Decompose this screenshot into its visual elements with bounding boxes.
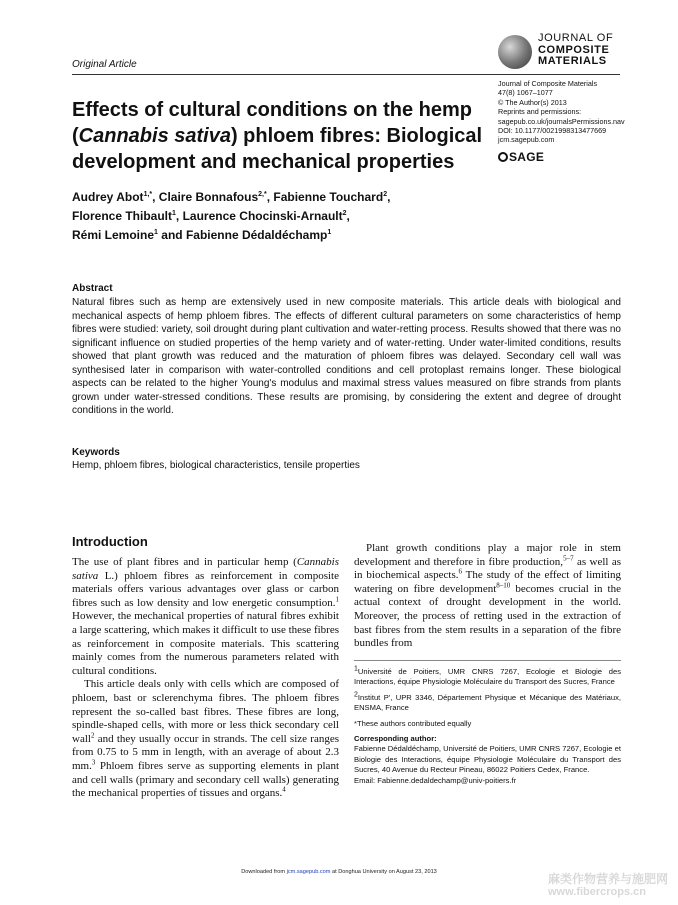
sage-symbol-icon [498,152,508,162]
corresponding-heading: Corresponding author: [354,734,437,744]
header-rule [72,74,620,75]
text-run: and they usually occur in strands. The cell size ranges from 0.75 to 5 mm in length, with an average of about 2.3 mm. [72,732,339,772]
author-name: Fabienne Touchard [273,190,384,204]
author-separator: , [346,209,350,223]
journal-logo [498,33,638,73]
citation: 6 [458,567,462,576]
author-affiliation-marker: 1 [327,229,332,236]
author-name: Rémi Lemoine [72,228,155,242]
watermark-line2: www.fibercrops.cn [548,886,647,898]
article-type-label: Original Article [72,59,137,70]
journal-info [498,79,658,145]
intro-paragraph-2 [72,678,339,800]
text-run: The study of the effect of limiting watering on fibre development [354,569,622,595]
text-run: Plant growth conditions play a major role in stem development and therefore in fibre production, [354,542,621,568]
affiliation-text: Institut P', UPR 3346, Département Physique et Mécanique des Matériaux, ENSMA, France [354,692,621,713]
abstract-heading: Abstract [72,283,113,294]
text-run: Phloem fibres serve as supporting elements in plant and cell walls (primary and secondary cell walls) generating the mechanical properties of tissues and organs. [72,759,339,800]
corresponding-email[interactable]: Email: Fabienne.dedaldechamp@univ-poitiers.fr [354,775,517,785]
text-run: This article deals only with cells which are composed of phloem, bast or sclerenchyma fibres. The phloem fibres represent the so-called bast fibres. These fibres are long, spindle-shaped cells, with more or less thick secondary cell wall [72,678,339,745]
journal-url[interactable]: jcm.sagepub.com [498,135,555,145]
sage-logo [498,150,544,164]
affiliation-marker: 2 [354,691,358,699]
logo-circle-icon [498,35,532,69]
author-affiliation-marker: 2 [342,210,347,217]
logo-text [538,33,613,68]
citation: 4 [282,785,286,794]
citation: 1 [335,595,339,604]
footer-text: at Donghua University on August 23, 2013 [330,869,437,875]
author-separator: , [152,190,159,204]
body-column-left [72,556,339,801]
publisher-name: SAGE [509,150,545,164]
text-run: L.) phloem fibres as reinforcement in composite materials offers various advantages over glass or carbon fibres such as low density and low energetic consumption. [72,569,339,609]
article-title [72,97,492,175]
intro-paragraph-1 [72,556,339,678]
author-affiliation-marker: 2,* [258,191,267,198]
keywords-heading: Keywords [72,447,120,458]
author-affiliation-marker: 1 [154,229,158,236]
title-part1: Effects of cultural conditions on the hemp ( [72,99,473,147]
logo-line1: JOURNAL OF [538,32,614,44]
text-run: as well as in biochemical aspects. [354,555,621,582]
title-part2: ) phloem fibres: Biological development and mechanical properties [72,125,483,173]
citation: 8–10 [496,581,511,590]
author-separator: , [387,190,391,204]
affiliation-2 [354,693,621,714]
reprints-label: Reprints and permissions: [498,107,582,117]
logo-line3: MATERIALS [538,55,607,67]
author-name: Laurence Chocinski-Arnault [182,209,343,223]
author-name: Audrey Abot [72,190,144,204]
species-name: Cannabis sativa [72,556,339,582]
text-run: However, the mechanical properties of natural fibres exhibit a large scattering, which makes it difficult to use these fibres as reinforcement in composite materials. This scattering mainly comes from the numerous parameters related with cultural conditions. [72,610,339,677]
text-run: The use of plant fibres and in particular hemp ( [72,556,297,568]
author-name: Florence Thibault [72,209,173,223]
body-column-right [354,542,621,651]
author-affiliation-marker: 2 [383,191,388,198]
doi[interactable]: DOI: 10.1177/0021998313477669 [498,126,607,136]
corresponding-address: Fabienne Dédaldéchamp, Université de Poitiers, UMR CNRS 7267, Ecologie et Biologie des Interactions, équipe Physiologie Moléculaire du Transport des Sucres, 40 Avenue du Recteur Pineau, 86022 Poitiers Cedex, France. [354,744,621,775]
citation: 3 [91,758,96,767]
footnotes [354,667,621,786]
watermark-line1: 麻类作物营养与施肥网 [548,872,669,886]
author-separator: and [157,228,186,242]
citation: 2 [90,731,95,740]
author-separator: , [175,209,183,223]
introduction-heading: Introduction [72,534,148,549]
footer-link[interactable]: jcm.sagepub.com [286,869,331,875]
journal-name: Journal of Composite Materials [498,79,598,88]
footnote-rule [354,660,621,661]
author-name: Fabienne Dédaldéchamp [185,228,328,242]
keywords-text: Hemp, phloem fibres, biological characteristics, tensile properties [72,460,360,471]
equal-contribution-note: *These authors contributed equally [354,718,472,728]
affiliation-1 [354,667,621,688]
author-affiliation-marker: 1 [172,210,176,217]
affiliation-marker: 1 [354,665,358,673]
intro-paragraph-3 [354,542,621,651]
author-separator: , [266,190,274,204]
title-species: Cannabis sativa [78,125,231,147]
permissions-link[interactable]: sagepub.co.uk/journalsPermissions.nav [498,116,625,126]
author-name: Claire Bonnafous [158,190,259,204]
logo-line2: COMPOSITE [538,43,610,56]
abstract-text: Natural fibres such as hemp are extensively used in new composite materials. This article deals with biological and mechanical aspects of hemp phloem fibres. The effects of different cultural parameters on some characteristics of hemp fibres were studied: variety, soil drought during plant cultivation and water-retting process. Results showed that there was no significant influence on studied properties of the hemp variety and of water-retting. Under water-limited conditions, results showed that plant growth was reduced and the maturation of phloem fibres was delayed. Secondary cell wall was synthesised later in comparison with water-controlled conditions and cell protoplast remains longer. These biological aspects can be related to the higher Young's modulus and maximal stress values measured on fibre strands from plants grown under water-stressed conditions. These results are promising, by considering the extent and degree of drought conditions in the world. [72,297,621,416]
journal-volume: 47(8) 1067–1077 [498,88,553,98]
text-run: becomes crucial in the actual context of drought development in the world. Moreover, the process of retting used in the extraction of bast fibres from the stem results in a separation of the fibre bundles from [354,582,621,650]
copyright: © The Author(s) 2013 [498,97,567,107]
footer-text: Downloaded from [241,869,287,875]
author-list [72,188,492,245]
author-affiliation-marker: 1,* [143,191,153,198]
citation: 5–7 [563,553,574,562]
affiliation-text: Université de Poitiers, UMR CNRS 7267, Ecologie et Biologie des Interactions, équipe Physiologie Moléculaire du Transport des Sucres, France [354,667,621,687]
